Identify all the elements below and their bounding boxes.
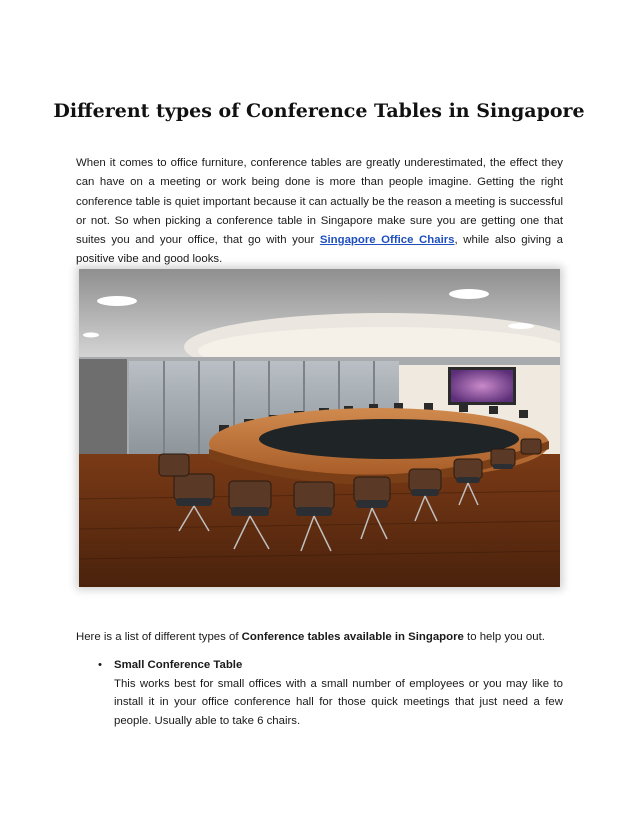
list-item-body: This works best for small offices with a small number of employees or you may like to install it in your office conference hall for those quick meetings that just need a few people. Usually able to take 6 chairs.	[114, 677, 563, 727]
conference-table-list	[76, 656, 563, 730]
list-intro-end: to help you out.	[463, 631, 545, 643]
intro-text-start: When it comes to office furniture, conference tables are greatly underestimated, the effect they can have on a meeting or work being done is more than people imagine. Getting the right conference table is quiet important because it can actually be the reason a meeting is successful or not. So when picking a conference table in Singapore make sure you are getting one that suites you and your office, that go with your	[76, 157, 563, 247]
list-item-title: Small Conference Table	[114, 659, 243, 671]
singapore-office-chairs-link[interactable]: Singapore Office Chairs	[319, 234, 455, 247]
list-item	[76, 656, 563, 730]
list-intro-bold: Conference tables available in Singapore	[241, 631, 464, 643]
page-title: Different types of Conference Tables in Singapore	[53, 100, 585, 122]
list-intro	[76, 629, 545, 645]
bullet-icon: •	[98, 659, 102, 671]
list-intro-start: Here is a list of different types of	[76, 631, 242, 643]
intro-paragraph	[76, 154, 563, 270]
intro-text-end: , while also giving a positive vibe and good looks.	[76, 234, 563, 266]
conference-room-photo	[79, 269, 560, 587]
